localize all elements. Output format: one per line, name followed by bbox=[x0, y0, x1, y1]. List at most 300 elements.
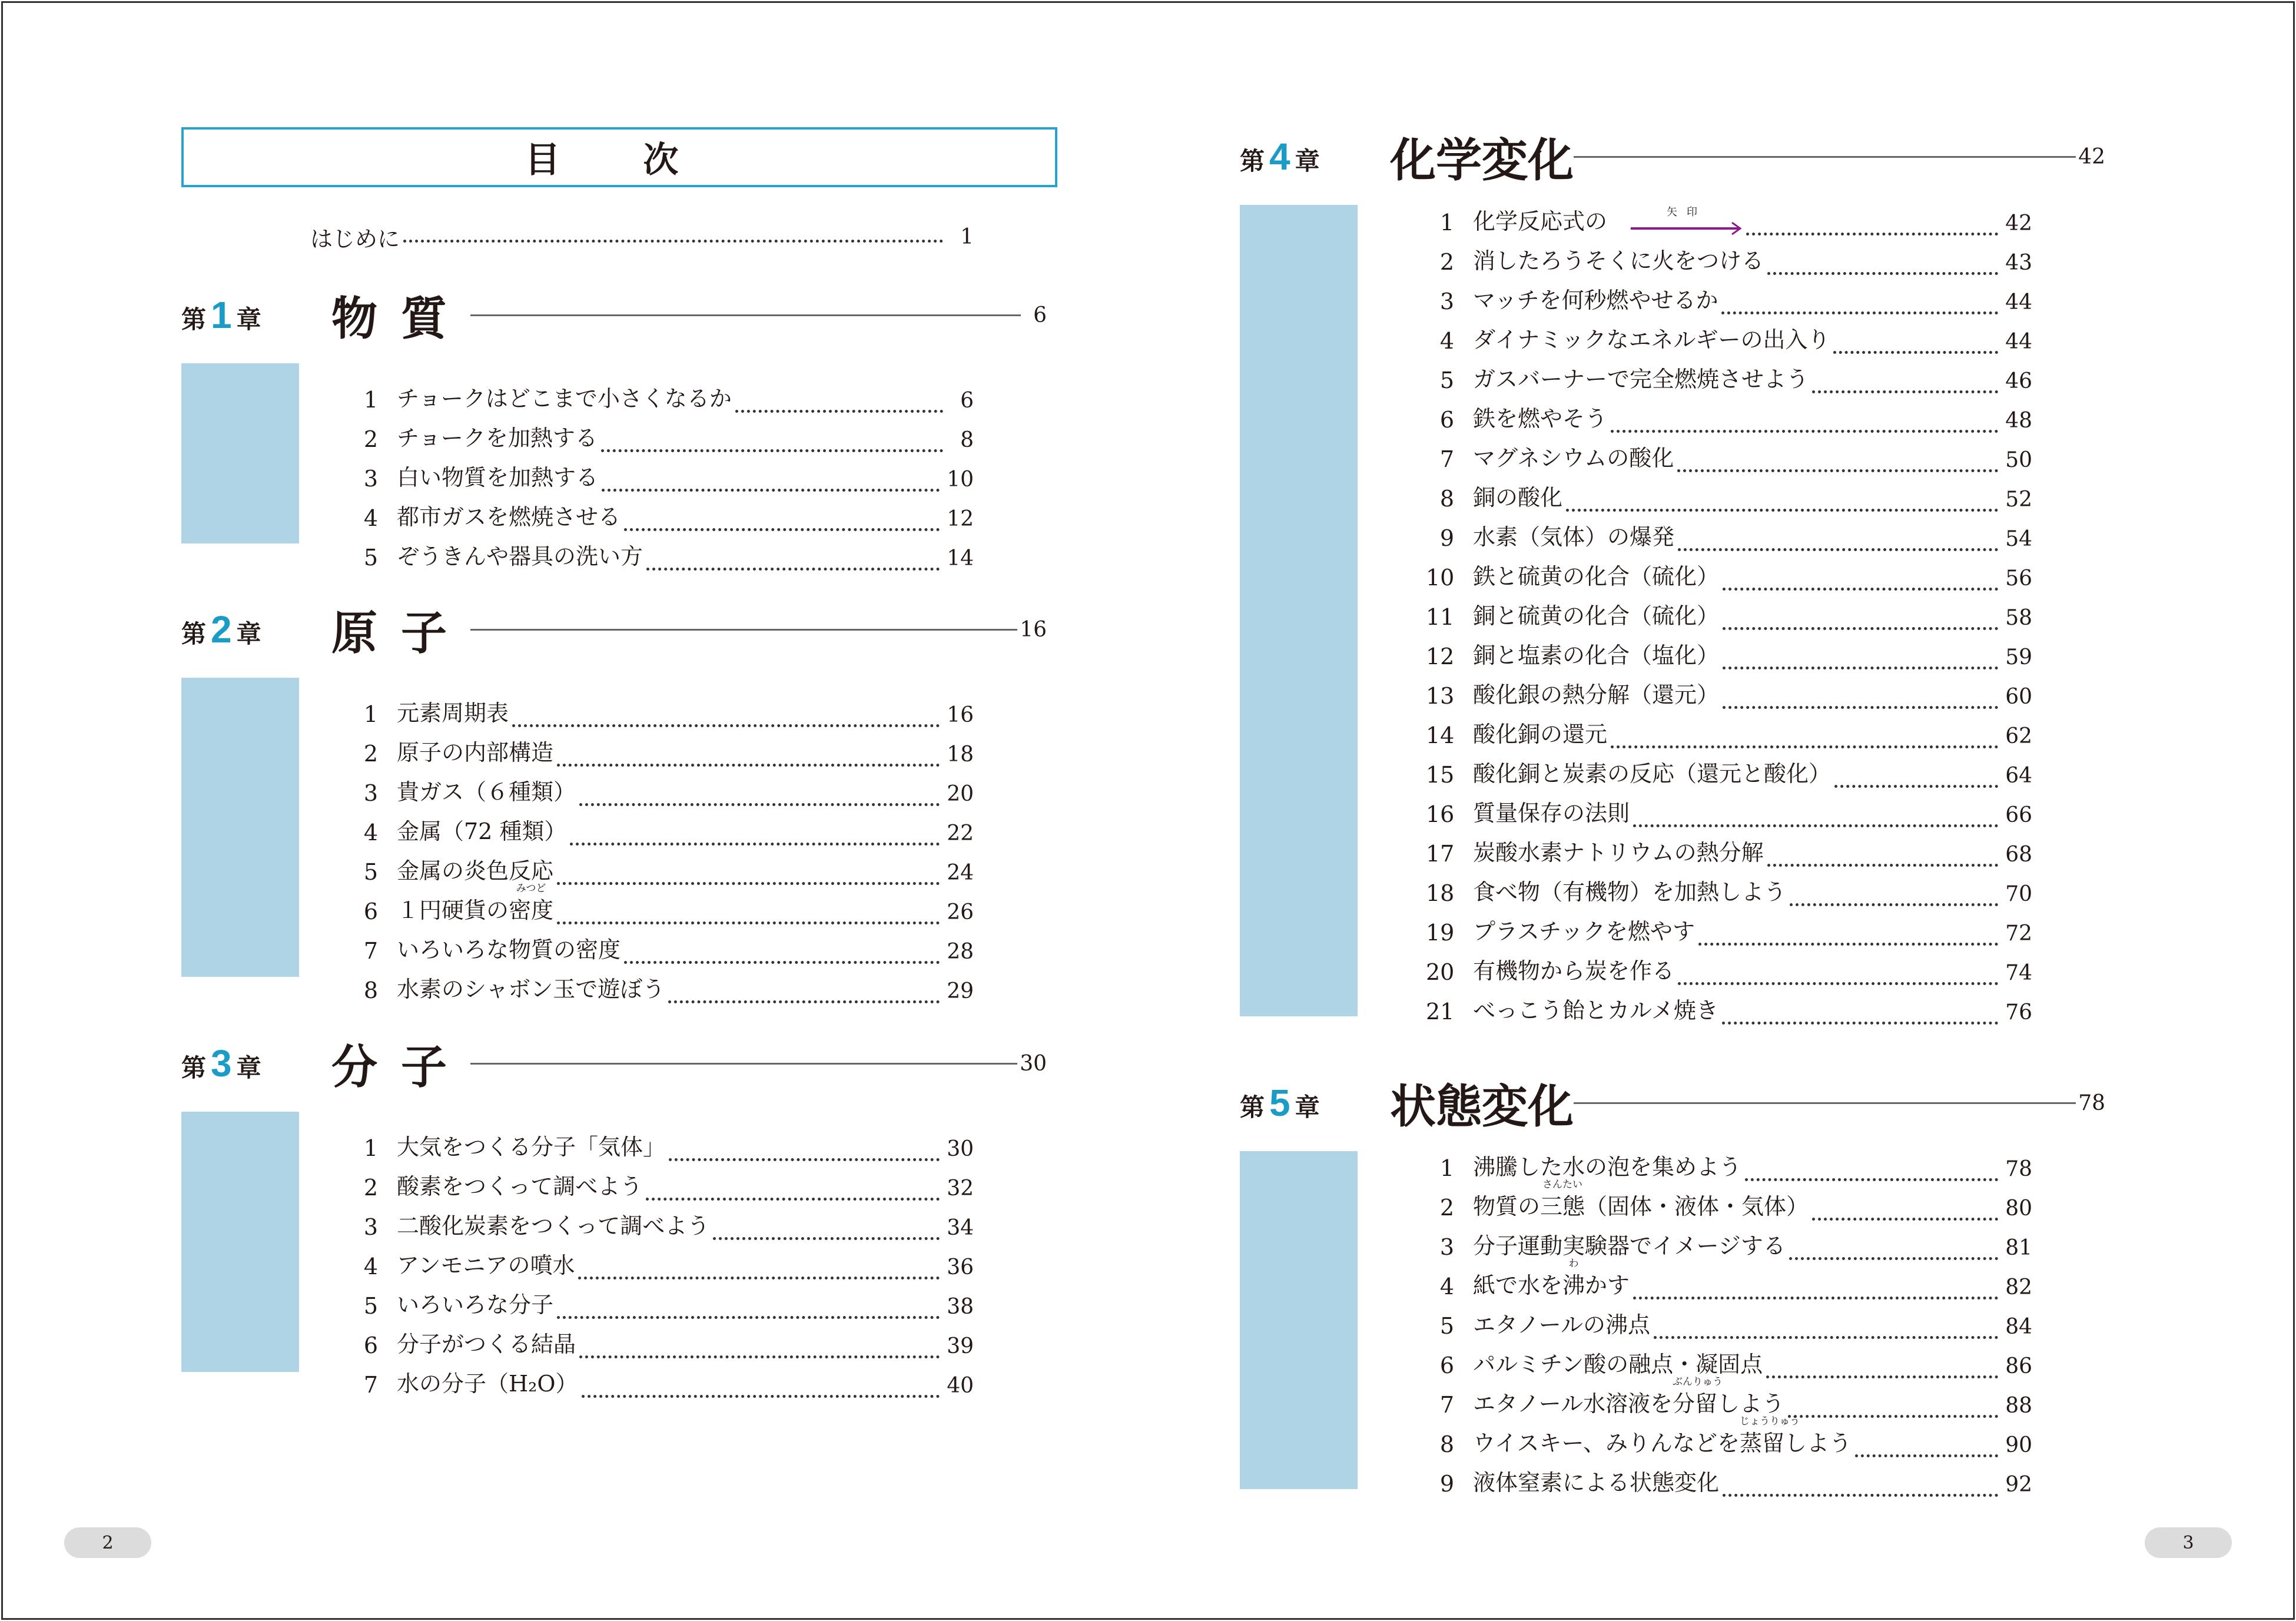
dot-leader bbox=[1611, 430, 1998, 433]
item-page: 81 bbox=[2005, 1236, 2032, 1260]
item-page: 8 bbox=[960, 428, 974, 452]
chapter-rule bbox=[470, 629, 1017, 631]
item-page: 60 bbox=[2005, 685, 2032, 709]
dot-leader bbox=[669, 1158, 940, 1161]
item-number: 17 bbox=[1426, 841, 1455, 867]
dot-leader bbox=[1789, 1257, 1998, 1260]
chapter-rule bbox=[1574, 156, 2076, 158]
item-number: 2 bbox=[1439, 1195, 1454, 1221]
item-page: 59 bbox=[2005, 645, 2032, 669]
dot-leader bbox=[512, 724, 940, 727]
list-item[interactable] bbox=[1426, 551, 2032, 591]
item-page: 90 bbox=[2005, 1433, 2032, 1457]
item-number: 13 bbox=[1426, 683, 1455, 709]
item-number: 20 bbox=[1426, 959, 1455, 985]
dot-leader bbox=[1834, 785, 1998, 788]
item-number: 4 bbox=[1439, 328, 1454, 354]
chapter-page: 42 bbox=[2078, 144, 2105, 169]
list-item[interactable] bbox=[1426, 827, 2032, 867]
list-item[interactable] bbox=[350, 1358, 974, 1398]
item-number: 12 bbox=[1426, 644, 1455, 669]
chapter-item-list bbox=[350, 1122, 974, 1398]
dot-leader bbox=[557, 921, 940, 924]
list-item[interactable] bbox=[350, 373, 974, 413]
list-item[interactable] bbox=[350, 413, 974, 452]
item-number: 2 bbox=[363, 741, 378, 767]
chapter-label bbox=[181, 608, 331, 651]
item-page: 58 bbox=[2005, 606, 2032, 630]
list-item[interactable] bbox=[350, 727, 974, 767]
item-page: 78 bbox=[2005, 1157, 2032, 1181]
ruby-reading: わ bbox=[1568, 1258, 1579, 1269]
list-item[interactable] bbox=[350, 806, 974, 846]
dot-leader bbox=[570, 843, 940, 846]
item-page: 46 bbox=[2005, 369, 2032, 393]
item-page: 86 bbox=[2005, 1354, 2032, 1378]
chapter-page: 30 bbox=[1020, 1051, 1047, 1076]
item-title: 白い物質を加熱する bbox=[397, 465, 599, 490]
list-item[interactable] bbox=[350, 492, 974, 531]
item-page: 39 bbox=[947, 1334, 974, 1358]
chapter-color-bar bbox=[181, 363, 299, 543]
item-page: 84 bbox=[2005, 1315, 2032, 1339]
ruby-reading: じょうりゅう bbox=[1739, 1416, 1800, 1427]
item-title: 銅と塩素の化合（塩化） bbox=[1473, 642, 1720, 668]
item-title: 銅と硫黄の化合（硫化） bbox=[1473, 603, 1720, 629]
list-item[interactable] bbox=[350, 1240, 974, 1279]
list-item[interactable] bbox=[350, 688, 974, 727]
list-item[interactable] bbox=[1426, 1378, 2032, 1418]
dot-leader bbox=[713, 1237, 940, 1240]
item-page: 82 bbox=[2005, 1275, 2032, 1300]
item-number: 15 bbox=[1426, 762, 1455, 788]
chapter-number: 2 bbox=[211, 608, 232, 651]
item-page: 28 bbox=[947, 940, 974, 964]
item-title: 酸化銅と炭素の反応（還元と酸化） bbox=[1473, 761, 1832, 787]
item-title: ぞうきんや器具の洗い方 bbox=[397, 543, 643, 569]
dot-leader bbox=[646, 568, 940, 571]
list-item[interactable] bbox=[350, 452, 974, 492]
item-number: 7 bbox=[1439, 446, 1454, 472]
item-title: 大気をつくる分子「気体」 bbox=[397, 1134, 666, 1160]
item-number: 3 bbox=[363, 1214, 378, 1240]
list-item[interactable] bbox=[1426, 314, 2032, 354]
item-title: エタノールの沸点 bbox=[1473, 1312, 1650, 1338]
item-number: 3 bbox=[363, 466, 378, 492]
item-page: 66 bbox=[2005, 803, 2032, 827]
ruby-reading: みつど bbox=[516, 883, 546, 894]
item-page: 22 bbox=[947, 821, 974, 846]
item-page: 92 bbox=[2005, 1473, 2032, 1497]
dot-leader bbox=[601, 449, 943, 452]
item-number: 21 bbox=[1426, 999, 1455, 1025]
chapter-heading[interactable] bbox=[181, 286, 1047, 344]
dot-leader bbox=[1812, 1218, 1998, 1221]
dot-leader bbox=[1723, 706, 1998, 709]
list-item[interactable] bbox=[1426, 946, 2032, 985]
dot-leader bbox=[1812, 390, 1998, 393]
item-title: ガスバーナーで完全燃焼させよう bbox=[1473, 366, 1809, 392]
list-item[interactable] bbox=[350, 964, 974, 1003]
intro-page: 1 bbox=[960, 224, 974, 249]
list-item[interactable] bbox=[1426, 788, 2032, 827]
chapter-color-bar bbox=[1240, 205, 1358, 1016]
chapter-prefix: 第 bbox=[1240, 1093, 1265, 1122]
item-page: 42 bbox=[2005, 211, 2032, 236]
item-title: マッチを何秒燃やせるか bbox=[1473, 287, 1718, 313]
dot-leader bbox=[1633, 1297, 1998, 1300]
item-page: 80 bbox=[2005, 1196, 2032, 1221]
dot-leader bbox=[624, 528, 940, 531]
chapter-rule bbox=[470, 1063, 1017, 1065]
dot-leader bbox=[1833, 351, 1998, 354]
list-item[interactable] bbox=[1426, 709, 2032, 748]
chapter-suffix: 章 bbox=[236, 305, 261, 334]
item-title: 紙で水を沸かす わ bbox=[1473, 1258, 1630, 1298]
item-number: 4 bbox=[363, 820, 378, 846]
item-title: 水素（気体）の爆発 bbox=[1473, 524, 1675, 550]
chapter-page: 6 bbox=[1033, 303, 1047, 327]
list-item[interactable] bbox=[1426, 1181, 2032, 1221]
list-item[interactable] bbox=[350, 885, 974, 924]
item-title: 鉄と硫黄の化合（硫化） bbox=[1473, 563, 1720, 589]
item-number: 14 bbox=[1426, 722, 1455, 748]
item-title: 原子の内部構造 bbox=[397, 740, 554, 765]
list-item[interactable] bbox=[1426, 906, 2032, 946]
list-item[interactable] bbox=[1426, 275, 2032, 314]
item-number: 6 bbox=[1439, 407, 1454, 433]
intro-label: はじめに bbox=[310, 226, 400, 252]
item-number: 8 bbox=[363, 977, 378, 1003]
item-number: 6 bbox=[1439, 1353, 1454, 1378]
toc-entry-intro[interactable] bbox=[310, 219, 974, 254]
arrow-label: 矢印 bbox=[1667, 206, 1707, 218]
dot-leader bbox=[557, 764, 940, 767]
chapter-item-list bbox=[1426, 196, 2032, 1025]
page-number-left: 2 bbox=[64, 1527, 151, 1558]
item-title: 有機物から炭を作る bbox=[1473, 958, 1675, 984]
ruby-reading: さんたい bbox=[1542, 1179, 1582, 1191]
dot-leader bbox=[578, 1277, 940, 1279]
item-title: マグネシウムの酸化 bbox=[1473, 445, 1674, 471]
item-page: 16 bbox=[947, 703, 974, 727]
chapter-suffix: 章 bbox=[1295, 1093, 1320, 1122]
chapter-prefix: 第 bbox=[1240, 147, 1265, 175]
chapter-rule bbox=[1574, 1102, 2076, 1104]
chapter-title: 状態変化 bbox=[1390, 1080, 1574, 1133]
item-number: 5 bbox=[363, 859, 378, 885]
item-title: 酸化銅の還元 bbox=[1473, 721, 1608, 747]
dot-leader bbox=[1723, 1494, 1998, 1497]
item-title: 元素周期表 bbox=[397, 700, 509, 726]
chapter-suffix: 章 bbox=[236, 1053, 261, 1082]
list-item[interactable] bbox=[1426, 748, 2032, 788]
chapter-color-bar bbox=[181, 678, 299, 977]
dot-leader bbox=[602, 489, 940, 492]
item-title: チョークを加熱する bbox=[397, 425, 598, 451]
chapter-suffix: 章 bbox=[236, 619, 261, 648]
ruby-reading: ぶんりゅう bbox=[1672, 1376, 1723, 1388]
list-item[interactable] bbox=[350, 1279, 974, 1319]
item-page: 48 bbox=[2005, 409, 2032, 433]
item-page: 30 bbox=[947, 1137, 974, 1161]
chapter-label bbox=[181, 1042, 331, 1085]
item-title: 化学反応式の bbox=[1473, 208, 1608, 234]
dot-leader bbox=[1767, 864, 1999, 867]
item-number: 5 bbox=[1439, 1313, 1454, 1339]
dot-leader bbox=[582, 1395, 940, 1398]
item-title: 水の分子（H₂O） bbox=[397, 1371, 578, 1397]
item-number: 3 bbox=[363, 780, 378, 806]
item-number: 10 bbox=[1426, 565, 1455, 591]
chapter-heading[interactable] bbox=[181, 600, 1047, 659]
item-number: 1 bbox=[363, 1135, 378, 1161]
chapter-label bbox=[1240, 135, 1390, 178]
item-title: チョークはどこまで小さくなるか bbox=[397, 386, 732, 412]
dot-leader bbox=[1746, 233, 1998, 236]
item-page: 64 bbox=[2005, 764, 2032, 788]
dot-leader bbox=[1677, 469, 1998, 472]
item-title: エタノール水溶液を分留しよう ぶんりゅう bbox=[1473, 1376, 1784, 1417]
item-page: 24 bbox=[947, 861, 974, 885]
dot-leader bbox=[646, 1198, 940, 1201]
dot-leader bbox=[1790, 903, 1998, 906]
item-number: 7 bbox=[1439, 1392, 1454, 1418]
chapter-prefix: 第 bbox=[181, 305, 207, 334]
item-title: 銅の酸化 bbox=[1473, 485, 1563, 511]
chapter-heading[interactable] bbox=[1240, 1073, 2105, 1132]
dot-leader bbox=[668, 1000, 940, 1003]
dot-leader bbox=[1633, 824, 1998, 827]
dot-leader bbox=[1723, 588, 1998, 591]
chapter-heading[interactable] bbox=[1240, 127, 2105, 186]
item-page: 29 bbox=[947, 979, 974, 1003]
dot-leader bbox=[735, 410, 943, 413]
item-title: 分子運動実験器でイメージする bbox=[1473, 1233, 1786, 1259]
list-item[interactable] bbox=[1426, 354, 2032, 393]
chapter-prefix: 第 bbox=[181, 1053, 207, 1082]
item-title: アンモニアの噴水 bbox=[397, 1252, 575, 1278]
chapter-page: 78 bbox=[2078, 1090, 2105, 1115]
list-item[interactable] bbox=[1426, 669, 2032, 709]
list-item[interactable] bbox=[1426, 1457, 2032, 1497]
item-page: 26 bbox=[947, 900, 974, 924]
item-number: 3 bbox=[1439, 1234, 1454, 1260]
item-number: 1 bbox=[1439, 1155, 1454, 1181]
item-number: 19 bbox=[1426, 920, 1455, 946]
dot-leader bbox=[624, 961, 940, 964]
item-number: 4 bbox=[363, 1254, 378, 1279]
item-number: 5 bbox=[363, 1293, 378, 1319]
list-item[interactable] bbox=[350, 1122, 974, 1161]
chapter-number: 5 bbox=[1269, 1082, 1290, 1124]
dot-leader bbox=[1766, 1375, 1998, 1378]
item-number: 2 bbox=[363, 426, 378, 452]
chapter-item-list bbox=[350, 373, 974, 571]
item-page: 68 bbox=[2005, 843, 2032, 867]
item-page: 12 bbox=[947, 507, 974, 531]
dot-leader bbox=[1767, 272, 1998, 275]
item-number: 5 bbox=[1439, 367, 1454, 393]
item-number: 2 bbox=[1439, 249, 1454, 275]
item-number: 8 bbox=[1439, 1431, 1454, 1457]
item-page: 36 bbox=[947, 1255, 974, 1279]
item-title: プラスチックを燃やす bbox=[1473, 919, 1695, 944]
item-title: 酸化銀の熱分解（還元） bbox=[1473, 682, 1720, 708]
list-item[interactable] bbox=[1426, 512, 2032, 551]
chapter-number: 4 bbox=[1269, 135, 1290, 178]
chapter-heading[interactable] bbox=[181, 1034, 1047, 1093]
item-number: 18 bbox=[1426, 880, 1455, 906]
list-item[interactable] bbox=[350, 1201, 974, 1240]
item-title: ダイナミックなエネルギーの出入り bbox=[1473, 327, 1830, 353]
chapter-number: 1 bbox=[211, 294, 232, 336]
item-page: 20 bbox=[947, 782, 974, 806]
list-item[interactable] bbox=[1426, 433, 2032, 472]
item-title: 質量保存の法則 bbox=[1473, 800, 1630, 826]
list-item[interactable] bbox=[1426, 591, 2032, 630]
item-page: 43 bbox=[2005, 251, 2032, 275]
arrow-symbol bbox=[1631, 206, 1743, 236]
item-page: 44 bbox=[2005, 290, 2032, 314]
item-page: 70 bbox=[2005, 882, 2032, 906]
dot-leader bbox=[403, 240, 943, 243]
list-item[interactable] bbox=[1426, 1260, 2032, 1300]
dot-leader bbox=[1721, 311, 1998, 314]
list-item[interactable] bbox=[1426, 393, 2032, 433]
item-number: 7 bbox=[363, 1372, 378, 1398]
chapter-rule bbox=[470, 314, 1021, 316]
item-title: 二酸化炭素をつくって調べよう bbox=[397, 1213, 710, 1239]
item-page: 44 bbox=[2005, 330, 2032, 354]
item-page: 74 bbox=[2005, 961, 2032, 985]
chapter-title: 化学変化 bbox=[1390, 134, 1574, 187]
list-item[interactable] bbox=[1426, 630, 2032, 669]
item-title: 金属（72 種類） bbox=[397, 818, 567, 844]
chapter-label bbox=[181, 293, 331, 337]
item-page: 32 bbox=[947, 1176, 974, 1201]
item-number: 6 bbox=[363, 899, 378, 924]
item-title: 水素のシャボン玉で遊ぼう bbox=[397, 976, 665, 1002]
chapter-label bbox=[1240, 1081, 1390, 1125]
dot-leader bbox=[579, 1355, 940, 1358]
chapter-page: 16 bbox=[1020, 617, 1047, 642]
item-number: 6 bbox=[363, 1332, 378, 1358]
item-title: 酸素をつくって調べよう bbox=[397, 1174, 643, 1199]
item-number: 9 bbox=[1439, 525, 1454, 551]
item-page: 18 bbox=[947, 742, 974, 767]
item-title: １円硬貨の密度 みつど bbox=[397, 883, 554, 923]
chapter-item-list bbox=[350, 688, 974, 1003]
list-item[interactable] bbox=[1426, 985, 2032, 1025]
chapter-color-bar bbox=[1240, 1151, 1358, 1489]
dot-leader bbox=[1855, 1454, 1998, 1457]
item-title: 消したろうそくに火をつける bbox=[1473, 248, 1764, 274]
item-page: 62 bbox=[2005, 724, 2032, 748]
list-item[interactable] bbox=[350, 767, 974, 806]
item-number: 9 bbox=[1439, 1471, 1454, 1497]
chapter-prefix: 第 bbox=[181, 619, 207, 648]
item-title: 食べ物（有機物）を加熱しよう bbox=[1473, 879, 1787, 905]
item-title: 液体窒素による状態変化 bbox=[1473, 1470, 1720, 1496]
dot-leader bbox=[1722, 1022, 1998, 1025]
dot-leader bbox=[1698, 943, 1998, 946]
item-page: 72 bbox=[2005, 921, 2032, 946]
list-item[interactable] bbox=[350, 846, 974, 885]
list-item[interactable] bbox=[1426, 867, 2032, 906]
page-number-right: 3 bbox=[2145, 1527, 2232, 1558]
item-title: 鉄を燃やそう bbox=[1473, 406, 1608, 432]
item-number: 8 bbox=[1439, 486, 1454, 512]
list-item[interactable] bbox=[1426, 1142, 2032, 1181]
dot-leader bbox=[557, 1316, 940, 1319]
item-title: いろいろな分子 bbox=[397, 1292, 554, 1318]
chapter-color-bar bbox=[181, 1112, 299, 1372]
list-item[interactable] bbox=[350, 1161, 974, 1201]
item-page: 38 bbox=[947, 1295, 974, 1319]
item-page: 56 bbox=[2005, 566, 2032, 591]
item-number: 1 bbox=[363, 701, 378, 727]
list-item[interactable] bbox=[1426, 196, 2032, 236]
dot-leader bbox=[1566, 509, 1998, 512]
item-page: 54 bbox=[2005, 527, 2032, 551]
item-page: 10 bbox=[947, 468, 974, 492]
item-page: 14 bbox=[947, 546, 974, 571]
chapter-title: 物質 bbox=[331, 292, 471, 346]
dot-leader bbox=[1723, 667, 1998, 669]
dot-leader bbox=[1745, 1178, 1998, 1181]
item-title: 都市ガスを燃焼させる bbox=[397, 504, 621, 530]
item-page: 40 bbox=[947, 1374, 974, 1398]
arrow-icon bbox=[1631, 221, 1743, 236]
item-title: 貴ガス（６種類） bbox=[397, 779, 576, 805]
list-item[interactable] bbox=[1426, 1418, 2032, 1457]
item-page: 6 bbox=[960, 389, 974, 413]
item-title: 物質の三態（固体・液体・気体） さんたい bbox=[1473, 1179, 1809, 1219]
item-title: 分子がつくる結晶 bbox=[397, 1331, 576, 1357]
item-title: べっこう飴とカルメ焼き bbox=[1473, 997, 1718, 1023]
item-number: 2 bbox=[363, 1175, 378, 1201]
list-item[interactable] bbox=[1426, 1339, 2032, 1378]
list-item[interactable] bbox=[1426, 236, 2032, 275]
item-title: 金属の炎色反応 bbox=[397, 858, 554, 884]
item-number: 16 bbox=[1426, 801, 1455, 827]
list-item[interactable] bbox=[350, 924, 974, 964]
chapter-suffix: 章 bbox=[1295, 147, 1320, 175]
item-title: 炭酸水素ナトリウムの熱分解 bbox=[1473, 840, 1764, 866]
list-item[interactable] bbox=[1426, 472, 2032, 512]
item-page: 52 bbox=[2005, 488, 2032, 512]
item-title: パルミチン酸の融点・凝固点 bbox=[1473, 1351, 1763, 1377]
list-item[interactable] bbox=[1426, 1300, 2032, 1339]
chapter-title: 原子 bbox=[331, 606, 471, 660]
item-title: 沸騰した水の泡を集めよう bbox=[1473, 1154, 1742, 1180]
chapter-title: 分子 bbox=[331, 1040, 471, 1094]
dot-leader bbox=[1788, 1415, 1998, 1418]
list-item[interactable] bbox=[350, 531, 974, 571]
dot-leader bbox=[1678, 548, 1998, 551]
item-number: 1 bbox=[363, 387, 378, 413]
item-number: 11 bbox=[1426, 604, 1455, 630]
item-title: ウイスキー、みりんなどを蒸留しよう じょうりゅう bbox=[1473, 1416, 1852, 1456]
item-page: 34 bbox=[947, 1216, 974, 1240]
list-item[interactable] bbox=[350, 1319, 974, 1358]
item-number: 3 bbox=[1439, 289, 1454, 314]
list-item[interactable] bbox=[1426, 1221, 2032, 1260]
item-page: 76 bbox=[2005, 1000, 2032, 1025]
item-page: 50 bbox=[2005, 448, 2032, 472]
toc-title: 目 次 bbox=[181, 127, 1057, 187]
